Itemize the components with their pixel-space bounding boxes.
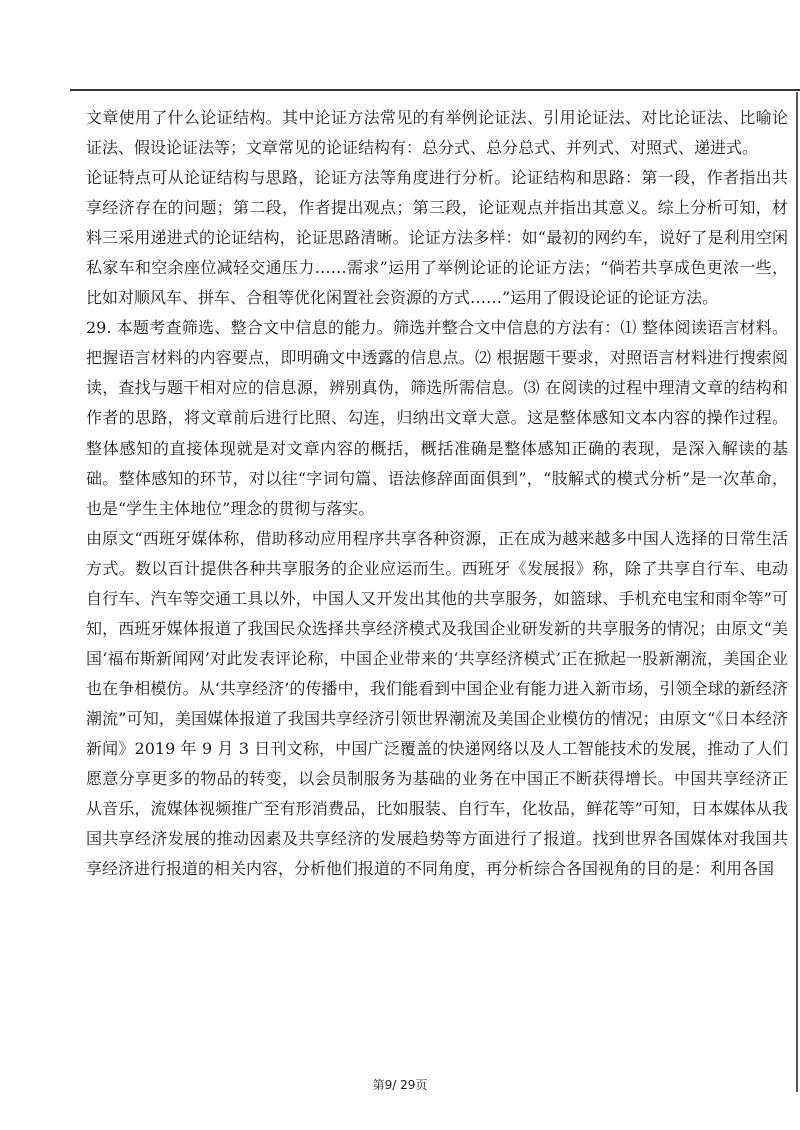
paragraph-argument-structure: 文章使用了什么论证结构。其中论证方法常见的有举例论证法、引用论证法、对比论证法、比喻论证法、假设论证法等；文章常见的论证结构有：总分式、总分总式、并列式、对照式、递进式。 [86,108,788,158]
paragraph-argument-features: 论证特点可从论证结构与思路，论证方法等角度进行分析。论证结构和思路：第一段，作者指出共享经济存在的问题；第二段，作者提出观点；第三段，论证观点并指出其意义。综上分析可知，材料三采用递进式的论证结构，论证思路清晰。论证方法多样：如“最初的网约车，说好了是利用空闲私家车和空余座位减轻交通压力……需求”运用了举例论证的论证方法；“倘若共享成色更浓一些，比如对顺风车、拼车、合租等优化闲置社会资源的方式……”运用了假设论证的论证方法。 [86,168,788,308]
paragraph-media-reports: 由原文“西班牙媒体称，借助移动应用程序共享各种资源，正在成为越来越多中国人选择的日常生活方式。数以百计提供各种共享服务的企业应运而生。西班牙《发展报》称，除了共享自行车、电动自行车、汽车等交通工具以外，中国人又开发出其他的共享服务，如篮球、手机充电宝和雨伞等”可知，西班牙媒体报道了我国民众选择共享经济模式及我国企业研发新的共享服务的情况；由原文“美国‘福布斯新闻网’对此发表评论称，中国企业带来的‘共享经济模式’正在掀起一股新潮流，美国企业也在争相模仿。从‘共享经济’的传播中，我们能看到中国企业有能力进入新市场，引领全球的新经济潮流”可知，美国媒体报道了我国共享经济引领世界潮流及美国企业模仿的情况；由原文“《日本经济新闻》2019 年 9 月 3 日刊文称，中国广泛覆盖的快递网络以及人工智能技术的发展，推动了人们愿意分享更多的物品的转变，以会员制服务为基础的业务在中国正不断获得增长。中国共享经济正从音乐，流媒体视频推广至有形消费品，比如服装、自行车，化妆品，鲜花等”可知，日本媒体从我国共享经济发展的推动因素及共享经济的发展趋势等方面进行了报道。找到世界各国媒体对我国共享经济进行报道的相关内容，分析他们报道的不同角度，再分析综合各国视角的目的是：利用各国 [86,528,788,879]
body-text [86,103,788,884]
header-divider [70,89,800,91]
paragraph-question-29: 29. 本题考查筛选、整合文中信息的能力。筛选并整合文中信息的方法有：⑴ 整体阅读语言材料。把握语言材料的内容要点，即明确文中透露的信息点。⑵ 根据题干要求，对照语言材料进行搜索阅读，查找与题干相对应的信息源，辨别真伪，筛选所需信息。⑶ 在阅读的过程中理清文章的结构和作者的思路，将文章前后进行比照、勾连，归纳出文章大意。这是整体感知文本内容的操作过程。整体感知的直接体现就是对文章内容的概括，概括准确是整体感知正确的表现，是深入解读的基础。整体感知的环节，对以往“字词句篇、语法修辞面面俱到”，“肢解式的模式分析”是一次革命，也是“学生主体地位”理念的贯彻与落实。 [86,318,788,518]
page-edge-line [796,92,798,1092]
page-number: 第9/ 29页 [372,1078,428,1092]
